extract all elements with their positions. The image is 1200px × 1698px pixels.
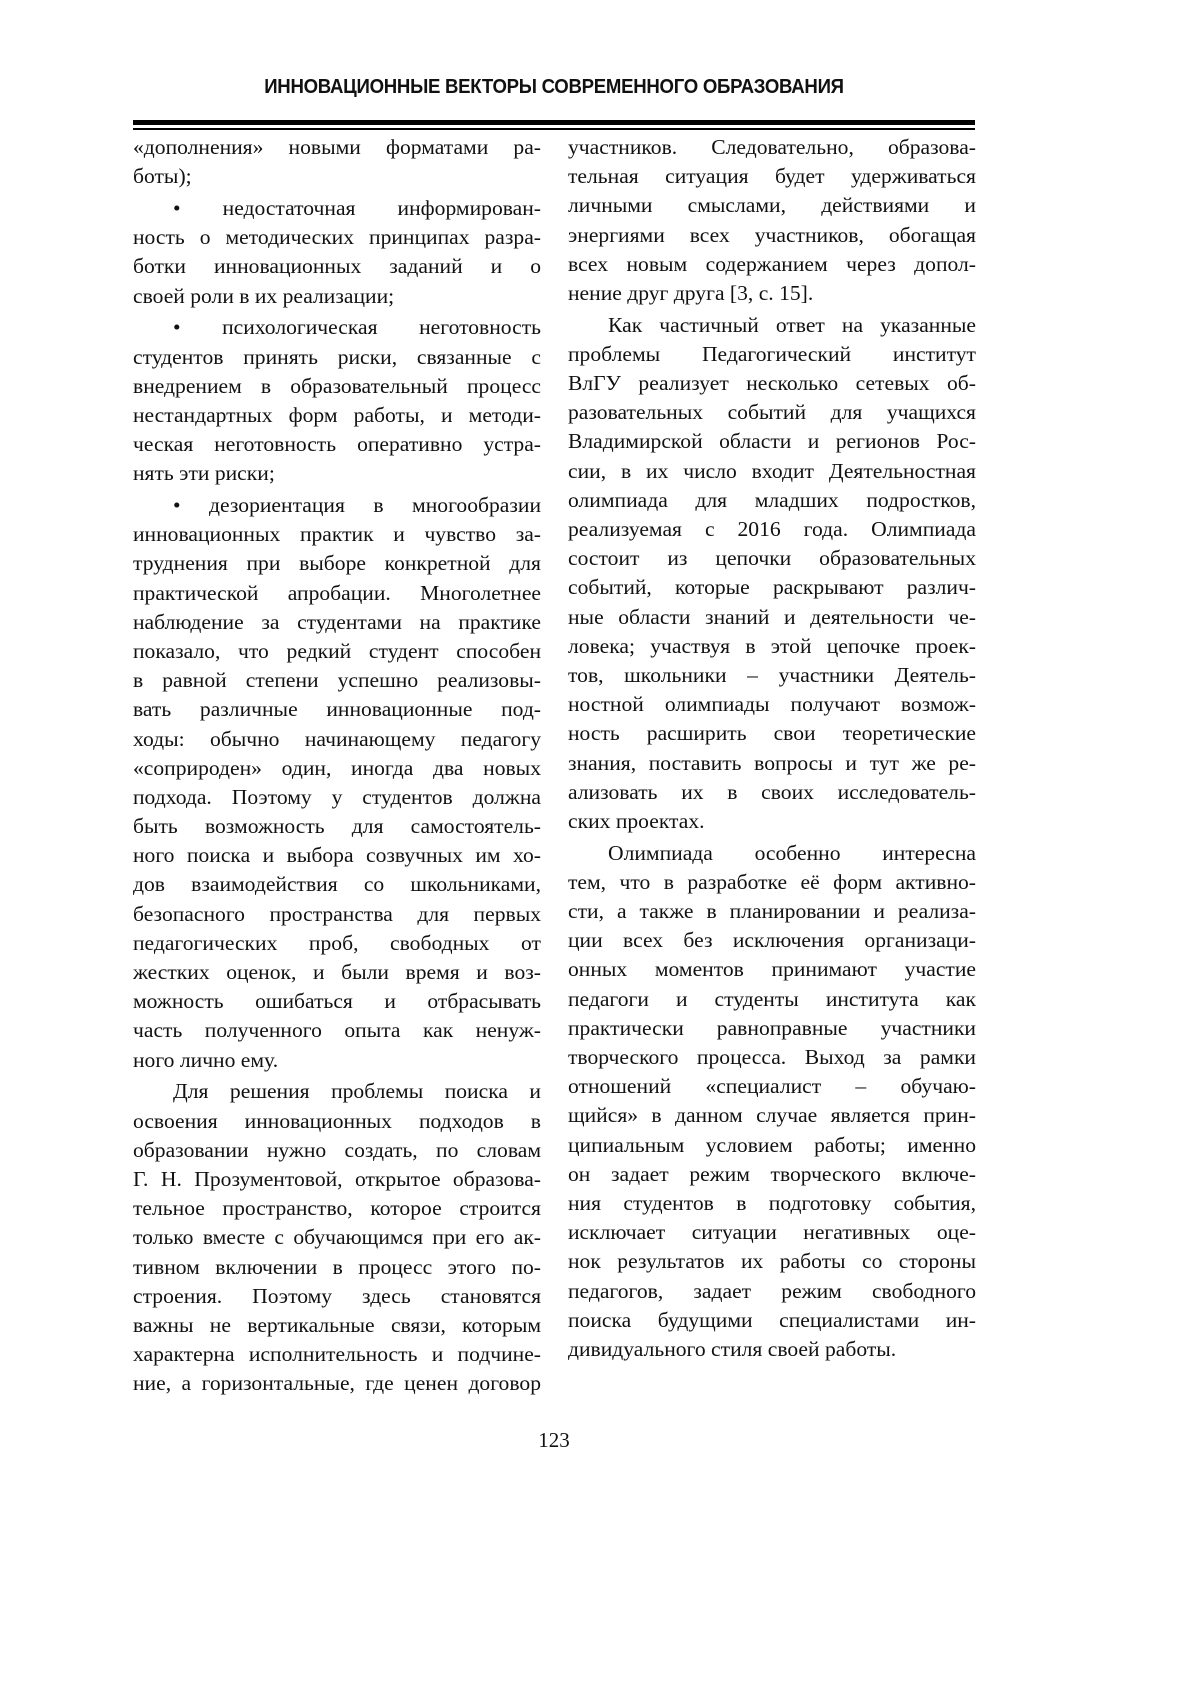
- text-line: отношений «специалист – обучаю-: [568, 1072, 976, 1101]
- text-line: дивидуального стиля своей работы.: [568, 1335, 976, 1364]
- text-line: ботки инновационных заданий и о: [133, 252, 541, 281]
- text-line: только вместе с обучающимся при его ак-: [133, 1223, 541, 1252]
- text-line: педагоги и студенты института как: [568, 985, 976, 1014]
- text-line: «соприроден» один, иногда два новых: [133, 754, 541, 783]
- text-line: ализовать их в своих исследователь-: [568, 778, 976, 807]
- text-line: сии, в их число входит Деятельностная: [568, 457, 976, 486]
- paragraph: [568, 133, 976, 308]
- text-line: образовании нужно создать, по словам: [133, 1136, 541, 1165]
- text-line: тем, что в разработке её форм активно-: [568, 868, 976, 897]
- text-line: студентов принять риски, связанные с: [133, 343, 541, 372]
- text-line: безопасного пространства для первых: [133, 900, 541, 929]
- text-line: тивном включении в процесс этого по-: [133, 1253, 541, 1282]
- header-rule-thin: [133, 128, 975, 130]
- text-line: событий, которые раскрывают различ-: [568, 573, 976, 602]
- text-line: ческая неготовность оперативно устра-: [133, 430, 541, 459]
- text-line: нение друг друга [3, с. 15].: [568, 279, 976, 308]
- text-line: инновационных практик и чувство за-: [133, 520, 541, 549]
- text-line: показало, что редкий студент способен: [133, 637, 541, 666]
- text-line: • недостаточная информирован-: [133, 194, 541, 223]
- text-line: • дезориентация в многообразии: [133, 491, 541, 520]
- text-line: ного лично ему.: [133, 1046, 541, 1075]
- text-line: знания, поставить вопросы и тут же ре-: [568, 749, 976, 778]
- header-rule-thick: [133, 120, 975, 125]
- text-line: ного поиска и выбора созвучных им хо-: [133, 841, 541, 870]
- text-line: ные области знаний и деятельности че-: [568, 603, 976, 632]
- text-line: ципиальным условием работы; именно: [568, 1131, 976, 1160]
- text-line: тельное пространство, которое строится: [133, 1194, 541, 1223]
- text-line: ловека; участвуя в этой цепочке проек-: [568, 632, 976, 661]
- text-line: энергиями всех участников, обогащая: [568, 221, 976, 250]
- text-line: в равной степени успешно реализовы-: [133, 666, 541, 695]
- text-line: Как частичный ответ на указанные: [568, 311, 976, 340]
- paragraph: [133, 133, 541, 191]
- page-number: 123: [0, 1428, 1108, 1453]
- text-line: характерна исполнительность и подчине-: [133, 1340, 541, 1369]
- text-line: личными смыслами, действиями и: [568, 191, 976, 220]
- text-line: состоит из цепочки образовательных: [568, 544, 976, 573]
- text-line: • психологическая неготовность: [133, 313, 541, 342]
- text-line: реализуемая с 2016 года. Олимпиада: [568, 515, 976, 544]
- text-line: разовательных событий для учащихся: [568, 398, 976, 427]
- text-line: подхода. Поэтому у студентов должна: [133, 783, 541, 812]
- text-line: строения. Поэтому здесь становятся: [133, 1282, 541, 1311]
- text-line: дов взаимодействия со школьниками,: [133, 870, 541, 899]
- text-line: жестких оценок, и были время и воз-: [133, 958, 541, 987]
- paragraph: [133, 491, 541, 1075]
- text-line: нок результатов их работы со стороны: [568, 1247, 976, 1276]
- text-line: ВлГУ реализует несколько сетевых об-: [568, 369, 976, 398]
- text-line: боты);: [133, 162, 541, 191]
- text-line: Олимпиада особенно интересна: [568, 839, 976, 868]
- paragraph: [133, 194, 541, 311]
- text-line: практической апробации. Многолетнее: [133, 579, 541, 608]
- text-line: наблюдение за студентами на практике: [133, 608, 541, 637]
- paragraph: [133, 1077, 541, 1398]
- right-column: [568, 133, 976, 1367]
- text-line: Владимирской области и регионов Рос-: [568, 427, 976, 456]
- text-line: он задает режим творческого включе-: [568, 1160, 976, 1189]
- text-line: ностной олимпиады получают возмож-: [568, 690, 976, 719]
- text-line: можность ошибаться и отбрасывать: [133, 987, 541, 1016]
- text-line: Г. Н. Прозументовой, открытое образова-: [133, 1165, 541, 1194]
- text-line: ность о методических принципах разра-: [133, 223, 541, 252]
- text-line: практически равноправные участники: [568, 1014, 976, 1043]
- text-line: онных моментов принимают участие: [568, 955, 976, 984]
- text-line: творческого процесса. Выход за рамки: [568, 1043, 976, 1072]
- text-line: нестандартных форм работы, и методи-: [133, 401, 541, 430]
- text-line: тельная ситуация будет удерживаться: [568, 162, 976, 191]
- text-line: педагогических проб, свободных от: [133, 929, 541, 958]
- text-line: «дополнения» новыми форматами ра-: [133, 133, 541, 162]
- text-line: освоения инновационных подходов в: [133, 1107, 541, 1136]
- text-line: ходы: обычно начинающему педагогу: [133, 725, 541, 754]
- text-line: ния студентов в подготовку события,: [568, 1189, 976, 1218]
- text-line: олимпиада для младших подростков,: [568, 486, 976, 515]
- text-line: своей роли в их реализации;: [133, 282, 541, 311]
- text-line: труднения при выборе конкретной для: [133, 549, 541, 578]
- text-line: ских проектах.: [568, 807, 976, 836]
- text-line: важны не вертикальные связи, которым: [133, 1311, 541, 1340]
- text-line: щийся» в данном случае является прин-: [568, 1101, 976, 1130]
- text-line: ность расширить свои теоретические: [568, 719, 976, 748]
- text-line: Для решения проблемы поиска и: [133, 1077, 541, 1106]
- text-line: поиска будущими специалистами ин-: [568, 1306, 976, 1335]
- text-line: внедрением в образовательный процесс: [133, 372, 541, 401]
- text-line: проблемы Педагогический институт: [568, 340, 976, 369]
- text-line: нять эти риски;: [133, 459, 541, 488]
- paragraph: [568, 311, 976, 836]
- text-line: быть возможность для самостоятель-: [133, 812, 541, 841]
- text-line: всех новым содержанием через допол-: [568, 250, 976, 279]
- text-line: ции всех без исключения организаци-: [568, 926, 976, 955]
- text-line: участников. Следовательно, образова-: [568, 133, 976, 162]
- paragraph: [568, 839, 976, 1364]
- text-line: вать различные инновационные под-: [133, 695, 541, 724]
- text-line: педагогов, задает режим свободного: [568, 1277, 976, 1306]
- paragraph: [133, 313, 541, 488]
- text-line: тов, школьники – участники Деятель-: [568, 661, 976, 690]
- text-line: сти, а также в планировании и реализа-: [568, 897, 976, 926]
- text-line: часть полученного опыта как ненуж-: [133, 1016, 541, 1045]
- text-line: ние, а горизонтальные, где ценен договор: [133, 1369, 541, 1398]
- text-line: исключает ситуации негативных оце-: [568, 1218, 976, 1247]
- running-header: ИННОВАЦИОННЫЕ ВЕКТОРЫ СОВРЕМЕННОГО ОБРАЗОВАНИЯ: [162, 76, 945, 99]
- left-column: [133, 133, 541, 1401]
